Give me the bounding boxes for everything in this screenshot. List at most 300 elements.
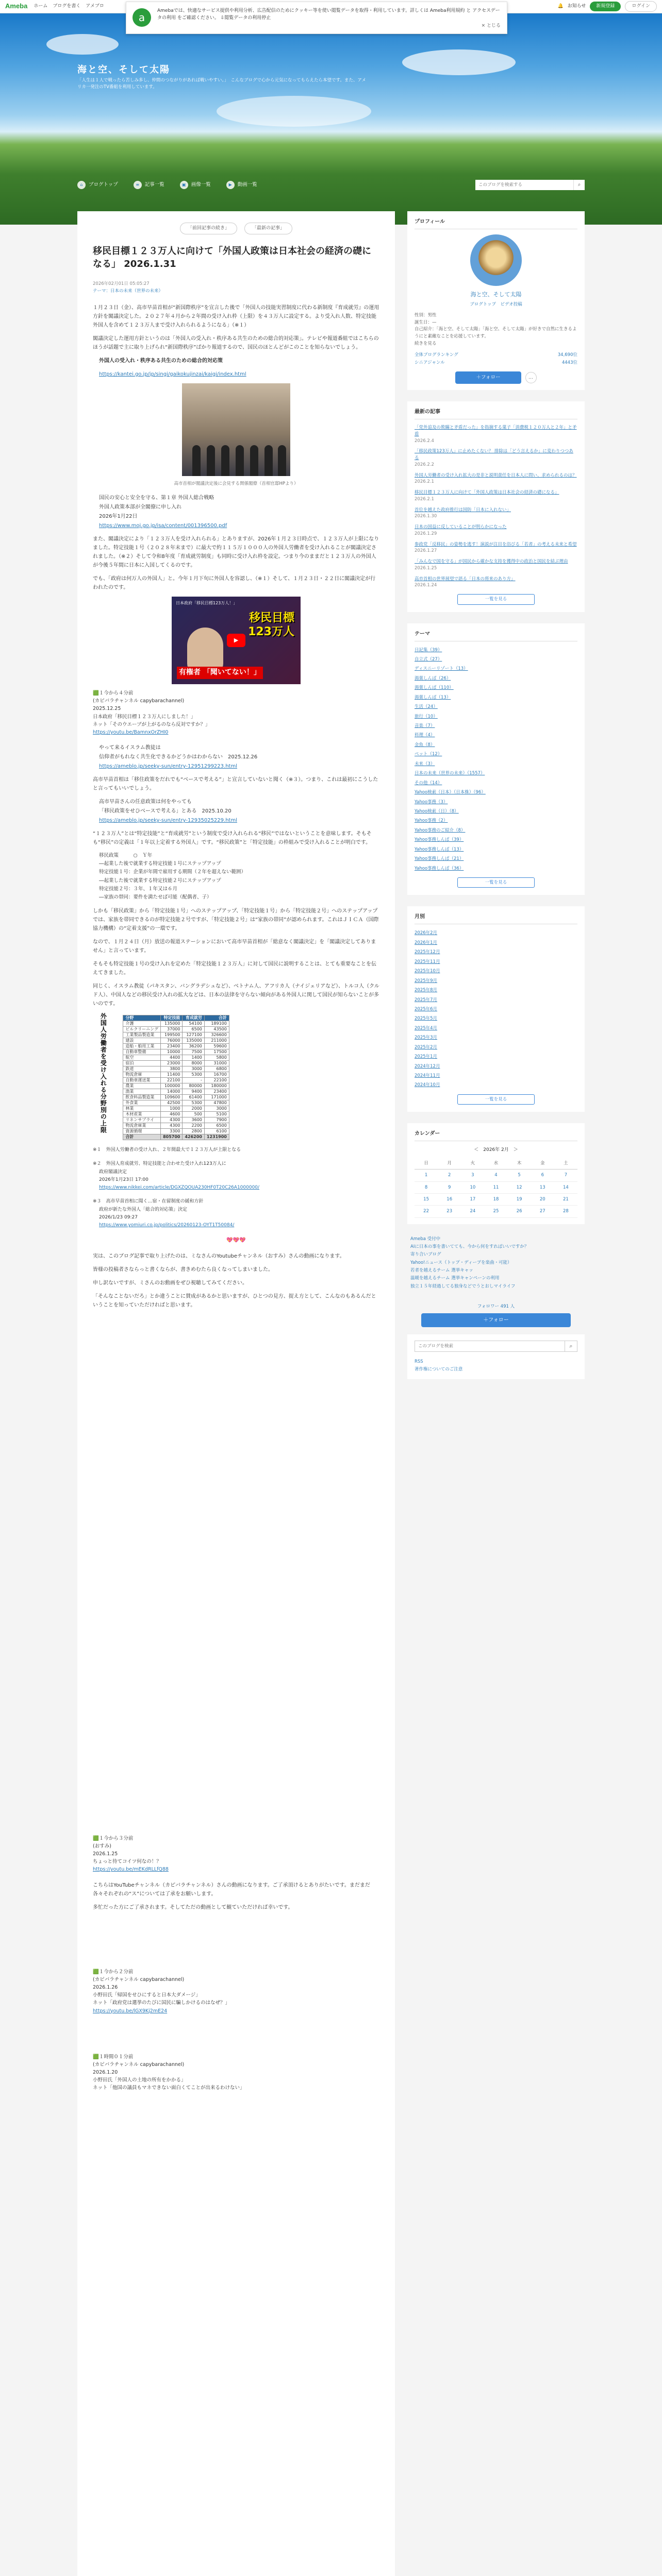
video-overlay-text: 移民目標 123万人	[248, 611, 294, 639]
table-row	[123, 1094, 229, 1100]
calendar-day[interactable]: 11	[484, 1181, 507, 1193]
visa-list: 移民政策 ○ Ｙ年 ―起業した後で就業する特定技能１号にステップアップ 特定技能１号：企業が年間で雇用する期間（２年を超えない範囲） ―起業した後で就業する特定技能２号にステップアップ 特定技能２号：３年、１年又は６月 ―家族の帯同：要件を満たせば可能（配偶者、子）	[99, 853, 246, 900]
archive-month-item[interactable]: 2025年4月	[415, 1025, 438, 1031]
rank-genre[interactable]: シニアジャンル 4443位	[415, 360, 577, 365]
table-cell: 造船・舶用工業	[123, 1043, 161, 1049]
more-icon[interactable]: …	[525, 372, 537, 383]
calendar-day[interactable]: 13	[531, 1181, 554, 1193]
quota-table	[123, 1015, 229, 1140]
themes-list-all-button[interactable]: 一覧を見る	[457, 877, 535, 888]
table-cell: 135000	[161, 1021, 183, 1026]
weekday-label: 火	[461, 1158, 484, 1170]
table-cell: 育成就労	[183, 1015, 204, 1021]
theme-item[interactable]: ペット（12）	[415, 752, 442, 757]
table-cell: 漁業	[123, 1089, 161, 1094]
paragraph: やって来るイスラム教徒は	[99, 745, 161, 751]
theme-item[interactable]: 日本の未来（世界の未来）（1557）	[415, 771, 485, 776]
table-cell: 5800	[204, 1055, 229, 1060]
article-title[interactable]: 移民目標１２３万人に向けて「外国人政策は日本社会の経済の礎になる」 2026.1.31	[93, 246, 371, 270]
archive-month-item[interactable]: 2025年11月	[415, 959, 440, 964]
theme-item[interactable]: Yahoo事務しんぱ（39）	[415, 837, 464, 843]
video-link[interactable]: https://youtu.be/BamnxOrZHI0	[93, 729, 169, 735]
table-cell: 8000	[183, 1060, 204, 1066]
calendar-day[interactable]: 25	[484, 1206, 507, 1217]
table-cell: 3000	[183, 1066, 204, 1072]
table-cell: 1000	[161, 1106, 183, 1111]
article	[77, 211, 395, 2576]
video-subtitle: 有権者 「聞いてない！」	[177, 667, 263, 679]
copyright-link[interactable]: 著作権についてのご注意	[415, 1366, 463, 1372]
themes-heading: テーマ	[415, 630, 577, 641]
table-cell: 42500	[161, 1100, 183, 1106]
table-cell: 建設	[123, 1038, 161, 1043]
recent-post-item[interactable]: 外国人労働者の受け入れ拡大の是非と説明責任を日本人に問い、求められるのは？ 2026.2.1	[415, 472, 577, 485]
theme-item[interactable]: Yahoo検索（日）（8）	[415, 808, 459, 814]
nav-articles[interactable]: ≡ 記事一覧	[134, 181, 164, 189]
calendar-day[interactable]: 19	[508, 1193, 531, 1205]
archive-heading: 月別	[415, 912, 577, 924]
calendar-table	[415, 1158, 577, 1218]
calendar-day[interactable]: 15	[415, 1193, 438, 1205]
archive-month-item[interactable]: 2026年1月	[415, 940, 438, 945]
archive-month-item[interactable]: 2025年5月	[415, 1016, 438, 1022]
footnote-3-link[interactable]: https://www.yomiuri.co.jp/politics/20260123-OYT1T50084/	[99, 1223, 235, 1228]
theme-item[interactable]: 日記集（39）	[415, 647, 442, 653]
footnote-2-link[interactable]: https://www.nikkei.com/article/DGXZQOUA230HF0T20C26A1000000/	[99, 1185, 260, 1191]
paragraph: 実は、このブログ記事で取り上げたのは、ミなさんのYoutubeチャンネル（おすみ）さんの動画になります。	[93, 1253, 345, 1259]
avatar[interactable]	[470, 234, 522, 286]
table-row	[123, 1049, 229, 1055]
recent-post-item[interactable]: 日本の国益に反していることが明らかになった 2026.1.29	[415, 524, 507, 536]
calendar-day[interactable]: 24	[461, 1206, 484, 1217]
paragraph: 国民の安心と安全を守る、第１章 外国人総合戦略	[99, 495, 214, 501]
calendar-day[interactable]: 22	[415, 1206, 438, 1217]
calendar-day[interactable]: 6	[531, 1170, 554, 1181]
recent-post-item[interactable]: 「みんなで国を守る」が国民から確かな支持を獲得中の政治と国民を結ぶ理由 2026.1.25	[415, 559, 568, 571]
paragraph: 高市早苗さんの任意政策は何をやっても	[99, 799, 192, 805]
prev-article-link[interactable]: 「前回記事の続き」	[180, 223, 237, 234]
paragraph: 申し訳ないですが、ミさんのお動画をぜひ視聴してみてください。	[93, 1280, 247, 1286]
table-cell: 木材産業	[123, 1111, 161, 1117]
table-cell: 47800	[204, 1100, 229, 1106]
table-cell: 1231900	[204, 1134, 229, 1140]
calendar-day[interactable]: 17	[461, 1193, 484, 1205]
archive-month-item[interactable]: 2024年11月	[415, 1073, 440, 1079]
article-meta	[93, 280, 379, 295]
footnote-3: ※３ 高市早苗首相に聞く…宿・在留制度の緩和方針 政府が新たな外国人「総合的対応策」決定 2026/1/23 09:27 https://www.yomiuri.co.jp/politics/20260123-OYT1T50084/	[93, 1199, 235, 1228]
recent-post-item[interactable]: 「党外追及の欺瞞と矛盾だった」を指摘する菓子「消費税１２０万人と２年」と矛盾 2026.2.4	[415, 425, 577, 444]
table-cell: 3800	[161, 1066, 183, 1072]
nav-images[interactable]: ▣ 画像一覧	[180, 181, 211, 189]
link[interactable]: https://ameblo.jp/seeky-sun/entry-12935025229.html	[99, 818, 237, 824]
video-title: 日本政府「移民目標123万人！」	[176, 600, 238, 605]
paragraph: 同じく、イスラム教徒（パキスタン、バングラデシュなど）、ベトナム人、アフリカ人（ナイジェリアなど）、トルコ人（クルド人）、中国人などの移民受け入れの拡大などは、日本の法律を守らない傾向がある外国人に関して国民が知らないことが多いのです。	[93, 983, 379, 1007]
ameba-mark-icon: a	[133, 8, 151, 27]
profile-widget	[407, 211, 585, 390]
table-row	[123, 1072, 229, 1077]
video-info: 🟩１今から２分前 (カピバラチャンネル capybarachannel) 2026.1.26 小野田氏「帰国をせひにすると日本大ダメージ」 ネット「政府党は選挙のたびに国民に騙しかけるのはなぜ？」 https://youtu.be/lGX9Kj2mE24	[93, 1969, 230, 2014]
paragraph: 「移民政策をせひベースで考える」とある 2025.10.20	[99, 808, 231, 815]
nav-blog-top[interactable]: ⌂ ブログトップ	[77, 181, 118, 189]
theme-item[interactable]: Yahoo事務しんぱ（13）	[415, 846, 464, 852]
table-cell: 宿泊	[123, 1060, 161, 1066]
calendar-month[interactable]: ＜ 2026年 2月 ＞	[474, 1147, 518, 1153]
article-date: 2026年02月01日 05:05:27	[93, 281, 150, 286]
table-cell: 6100	[204, 1128, 229, 1134]
table-cell: 7900	[204, 1117, 229, 1123]
theme-item[interactable]: 湯葉しんぱ（26）	[415, 675, 451, 681]
signup-button[interactable]: 新規登録	[590, 2, 621, 11]
weekday-label: 月	[438, 1158, 461, 1170]
table-cell: 54100	[183, 1021, 204, 1026]
table-cell: ビルクリーニング	[123, 1026, 161, 1032]
table-row	[123, 1100, 229, 1106]
profile-heading: プロフィール	[415, 217, 577, 229]
table-cell: 物流倉庫	[123, 1072, 161, 1077]
related-link[interactable]: Yahoo!ニュース（トップ・ディープを楽曲・可能）	[410, 1260, 512, 1265]
play-icon[interactable]: ▶	[227, 634, 245, 647]
table-cell: 2000	[183, 1106, 204, 1111]
youtube-embed[interactable]	[172, 597, 301, 684]
table-row	[123, 1021, 229, 1026]
calendar-day[interactable]: 9	[438, 1181, 461, 1193]
themes-widget	[407, 623, 585, 895]
table-cell: 500	[183, 1111, 204, 1117]
table-cell: 211000	[204, 1038, 229, 1043]
table-cell: 5300	[183, 1100, 204, 1106]
recent-post-item[interactable]: 「移民政策123万人」に止めたくない？ 排除は「どう言えるか」に変わりつつある 2026.2.2	[415, 449, 573, 467]
table-row	[123, 1134, 229, 1140]
table-cell: 4400	[161, 1055, 183, 1060]
link[interactable]: https://kantei.go.jp/jp/singi/gaikokujinzai/kaigi/index.html	[99, 371, 246, 377]
profile-name[interactable]: 海と空、そして太陽	[470, 291, 522, 298]
paragraph: でも、「政府は何万人の外国人」と。今年１月下旬に外国人を容認し、（※１）そして、１月２３日・２２日に閣議決定が行われたのです。	[93, 575, 376, 590]
nav-videos[interactable]: ▶ 動画一覧	[226, 181, 257, 189]
sidebar	[407, 211, 585, 1391]
archive-month-item[interactable]: 2025年12月	[415, 950, 440, 955]
paragraph: 多忙だった方にご了承されます。そしてただの動画として観ていただければ幸いです。	[93, 1904, 293, 1910]
paragraph: 閣議決定した運用方針というのは「外国人の受入れ・秩序ある共生のための総合的対応策」。テレビや報道番組ではこちらのほうが話題で主に取り上げられ“新国際秩序”ばかり報道するので、国民のほとんどがこのことを知らないでしょう。	[93, 335, 379, 350]
home-icon: ⌂	[77, 181, 86, 189]
related-link[interactable]: 温暖を越えるチーム 選挙キャンペーンの利用	[410, 1276, 500, 1281]
archive-month-item[interactable]: 2026年2月	[415, 930, 438, 936]
table-cell: 11400	[161, 1072, 183, 1077]
paragraph: “１２３万人”とは“特定技能”と“育成就労”という制度で受け入れられる“移民”ではないということを意味します。そもそも“移民”の定義は「１年以上定着する外国人」です。“移民政策”と「特定技能」の枠組みで受け入れることが明白です。	[93, 831, 372, 846]
archive-month-item[interactable]: 2025年6月	[415, 1006, 438, 1012]
profile-actions	[415, 371, 577, 384]
calendar-day[interactable]: 1	[415, 1170, 438, 1181]
table-cell: 2200	[183, 1123, 204, 1128]
table-row	[123, 1015, 229, 1021]
table-cell: 76000	[161, 1038, 183, 1043]
theme-item[interactable]: 湯葉しんぱ（13）	[415, 694, 451, 700]
table-cell: 1400	[183, 1055, 204, 1060]
table-cell: リネンサプライ	[123, 1117, 161, 1123]
table-cell: 合計	[204, 1015, 229, 1021]
table-cell: 100000	[161, 1083, 183, 1089]
press-photo[interactable]	[182, 383, 290, 476]
calendar-day[interactable]: 23	[438, 1206, 461, 1217]
table-cell: 分野	[123, 1015, 161, 1021]
calendar-day[interactable]: 3	[461, 1170, 484, 1181]
table-cell: 23000	[161, 1060, 183, 1066]
top-nav-write[interactable]: ブログを書く	[53, 3, 81, 9]
recent-post-item[interactable]: 参政党「反移民」の姿勢を逃す！演説が注目を浴びる「若者」の考える未来と希望 2026.1.27	[415, 541, 577, 554]
theme-item[interactable]: Yahoo事務のご紹介（8）	[415, 827, 466, 833]
weekday-label: 木	[508, 1158, 531, 1170]
table-row	[123, 1083, 229, 1089]
table-cell: 飲食料品製造業	[123, 1094, 161, 1100]
theme-item[interactable]: Yahoo検索（日本）（日本株）（96）	[415, 790, 486, 795]
table-row	[123, 1117, 229, 1123]
calendar-day[interactable]: 5	[508, 1170, 531, 1181]
table-cell: 5300	[183, 1072, 204, 1077]
table-cell: 介護	[123, 1021, 161, 1026]
recent-post-item[interactable]: 首位を越えた政府推行は国防「日本に入れない」 2026.1.30	[415, 507, 511, 519]
table-cell: 合計	[123, 1134, 161, 1140]
theme-item[interactable]: 湯葉しんぱ（110）	[415, 685, 454, 691]
table-cell: 5100	[204, 1111, 229, 1117]
table-cell: 6500	[183, 1026, 204, 1032]
recent-post-item[interactable]: 高市首相の世界展望で語る「日本の将来のあり方」 2026.1.24	[415, 576, 516, 588]
archive-month-item[interactable]: 2024年10月	[415, 1082, 440, 1088]
archive-month-item[interactable]: 2025年7月	[415, 997, 438, 1003]
archive-month-item[interactable]: 2025年9月	[415, 978, 438, 984]
theme-item[interactable]: 料理（4）	[415, 733, 435, 738]
blog-description: 「人生は１人で戦ったら苦しみ多し、仲間のつながりがあれば戦いやすい。」 こんなブログで心から元気になってもらえたら本望です。また、アメリカ一発注のTV番組を利用しています。	[77, 78, 366, 90]
table-cell: 59600	[204, 1043, 229, 1049]
link[interactable]: https://www.moj.go.jp/isa/content/001396500.pdf	[99, 522, 227, 529]
article-pager	[93, 223, 379, 234]
table-row	[123, 1060, 229, 1066]
video-link[interactable]: https://youtu.be/mEKdRLLfQ88	[93, 1867, 169, 1873]
link-title: 外国人の受入れ・秩序ある共生のための総合的対応策	[99, 358, 223, 364]
related-link[interactable]: 若者を越えるチーム 選挙キャッ	[410, 1268, 473, 1274]
rss-link[interactable]: RSS	[415, 1359, 423, 1365]
top-nav-ameblo[interactable]: アメブロ	[86, 3, 104, 9]
table-cell: 6800	[204, 1066, 229, 1072]
table-row	[123, 1032, 229, 1038]
ameba-logo[interactable]: Ameba	[5, 2, 28, 10]
theme-item[interactable]: 生活（24）	[415, 704, 438, 710]
blog-nav	[0, 177, 662, 193]
top-nav-home[interactable]: ホーム	[34, 3, 48, 9]
table-cell: 4300	[161, 1123, 183, 1128]
table-cell: 14000	[161, 1089, 183, 1094]
footnote-1: ※１ 外国人労働者の受け入れ、２年間最大で１２３万人が上限となる	[93, 1147, 241, 1153]
theme-item[interactable]: Yahoo事務しんぱ（21）	[415, 856, 464, 862]
related-link[interactable]: 独立１５年経過してる独身などでうとおしマイライフ	[410, 1283, 516, 1289]
notice-close-button[interactable]: × とじる	[481, 23, 501, 28]
table-cell: 6500	[204, 1123, 229, 1128]
list-icon: ≡	[134, 181, 142, 189]
blog-title[interactable]: 海と空、そして太陽	[77, 64, 170, 75]
table-cell: 109600	[161, 1094, 183, 1100]
table-row	[123, 1128, 229, 1134]
table-cell: 物流倉庫業	[123, 1123, 161, 1128]
theme-item[interactable]: 金魚（8）	[415, 742, 435, 748]
recent-heading: 最新の記事	[415, 408, 577, 419]
table-cell: 189100	[204, 1021, 229, 1026]
archive-month-item[interactable]: 2025年1月	[415, 1054, 438, 1060]
calendar-day[interactable]: 26	[508, 1206, 531, 1217]
archive-month-item[interactable]: 2025年8月	[415, 988, 438, 993]
table-cell: 23400	[204, 1089, 229, 1094]
profile-links[interactable]: ブログトップ ビデオ投稿	[470, 301, 522, 307]
table-cell: 工業製品製造業	[123, 1032, 161, 1038]
related-link[interactable]: AIに日本の事を書いてても、今から何をすればいいですか？	[410, 1244, 529, 1250]
calendar-day[interactable]: 16	[438, 1193, 461, 1205]
table-row	[123, 1089, 229, 1094]
quota-table-figure	[93, 1013, 379, 1146]
table-cell: 31000	[204, 1060, 229, 1066]
table-cell: 資源循環	[123, 1128, 161, 1134]
top-nav	[34, 3, 104, 10]
table-cell: 805700	[161, 1134, 183, 1140]
search-icon[interactable]: ⌕	[565, 1341, 577, 1352]
heart-divider: 💖💖💖	[226, 1237, 246, 1243]
sidebar-search-input[interactable]	[415, 1341, 565, 1352]
notice-link[interactable]: お知らせ	[567, 3, 586, 9]
login-button[interactable]: ログイン	[625, 1, 657, 12]
recent-post-item[interactable]: 移民目標１２３万人に向けて「外国人政策は日本社会の経済の礎になる」 2026.2.1	[415, 490, 559, 502]
weekday-label: 金	[531, 1158, 554, 1170]
table-cell: 3300	[161, 1128, 183, 1134]
archive-list-all-button[interactable]: 一覧を見る	[457, 1094, 535, 1105]
table-row	[123, 1077, 229, 1083]
calendar-day[interactable]: 21	[554, 1193, 577, 1205]
table-cell: 199500	[161, 1032, 183, 1038]
calendar-day[interactable]: 27	[531, 1206, 554, 1217]
archive-month-item[interactable]: 2025年3月	[415, 1035, 438, 1041]
related-link[interactable]: Ameba 受付中	[410, 1236, 441, 1242]
table-caption: 外国人労働者を受け入れる分野別の上限	[100, 1012, 107, 1133]
header-search-input[interactable]	[475, 180, 573, 190]
table-cell: 16700	[204, 1072, 229, 1077]
follow-button[interactable]: ＋フォロー	[455, 371, 521, 384]
table-row	[123, 1066, 229, 1072]
table-cell: 航空	[123, 1055, 161, 1060]
calendar-day[interactable]: 14	[554, 1181, 577, 1193]
paragraph: １月２３日（金）、高市早苗首相が“新国際秩序”を宣言した後で「外国人の技能実習制度に代わる新制度『育成就労』の運用方針を閣議決定した。２０２７年４月から２年間の受け入れ枠（上限）を４３万人に設定する。より受入れ人数、特定技能外国人を含めて１２３万人まで受け入れられるようになる」（※１）	[93, 304, 379, 328]
table-cell: -	[183, 1077, 204, 1083]
table-row	[123, 1106, 229, 1111]
calendar-day[interactable]: 10	[461, 1181, 484, 1193]
theme-item[interactable]: Yahoo事務（2）	[415, 818, 448, 824]
table-row	[123, 1123, 229, 1128]
follow-button-large[interactable]: ＋フォロー	[421, 1313, 571, 1327]
theme-item[interactable]: 旅行（10）	[415, 714, 438, 719]
table-cell: 3000	[204, 1106, 229, 1111]
calendar-day[interactable]: 7	[554, 1170, 577, 1181]
image-icon: ▣	[180, 181, 188, 189]
blog-header	[0, 13, 662, 225]
theme-item[interactable]: Yahoo事務しんぱ（36）	[415, 866, 464, 871]
search-widget	[407, 1334, 585, 1379]
table-cell: 426200	[183, 1134, 204, 1140]
table-cell: 36200	[183, 1043, 204, 1049]
next-article-link[interactable]: 「最新の記事」	[244, 223, 292, 234]
related-links	[407, 1235, 585, 1299]
archive-widget	[407, 906, 585, 1112]
theme-item[interactable]: ディスニーリゾート（13）	[415, 666, 468, 672]
sidebar-search	[415, 1341, 577, 1352]
table-cell: 43500	[204, 1026, 229, 1032]
calendar-widget	[407, 1123, 585, 1224]
paragraph: 高市早苗首相は「移住政策をだれでも“ベースで考える”」と宣言していないと聞く（※３）。つまり、これは最初にこうしたと言ってもいいでしょう。	[93, 777, 378, 792]
paragraph: しかも「移民政策」から「特定技能１号」へのステップアップ、「特定技能１号」から「特定技能２号」へのステップアップでは、家族を帯同できるのが特定技能２号ですが、「特定技能２号」は“家族の帯同”が認められます。これはＪＩＣＡ（国際協力機構）の“定着支援”の一環です。	[93, 908, 379, 931]
table-cell: 外食業	[123, 1100, 161, 1106]
calendar-day[interactable]: 2	[438, 1170, 461, 1181]
theme-item[interactable]: 未来（3）	[415, 761, 435, 767]
bell-icon[interactable]: 🔔	[557, 3, 564, 9]
table-cell: 4300	[161, 1117, 183, 1123]
table-cell: 17500	[204, 1049, 229, 1055]
calendar-heading: カレンダー	[415, 1129, 577, 1141]
calendar-day[interactable]: 18	[484, 1193, 507, 1205]
theme-item[interactable]: その他（14）	[415, 780, 442, 786]
link[interactable]: https://ameblo.jp/seeky-sun/entry-12951299223.html	[99, 764, 237, 770]
paragraph: 「そんなことないだろ」とか違うことに賛成があるかと思いますが、ひとつの見方、捉え方として、こんなのもあるんだということを知っていただければと思います。	[93, 1293, 376, 1308]
theme-item[interactable]: 自立式（27）	[415, 656, 442, 662]
article-body	[93, 303, 379, 2092]
video-info: 🟩１今から３分前 (おすみ) 2026.1.25 ちょっと待てコイツ何なの！？ https://youtu.be/mEKdRLLfQ88	[93, 1835, 169, 1873]
theme-item[interactable]: Yahoo事務（3）	[415, 799, 448, 805]
calendar-day[interactable]: 28	[554, 1206, 577, 1217]
calendar-day[interactable]: 20	[531, 1193, 554, 1205]
footnote-2: ※２ 外国人育成就労、特定技能と合わせた受け入れ123万人に 政府閣議決定 2026年1月23日 17:00 https://www.nikkei.com/article/DGXZQOUA230HF0T20C26A1000000/	[93, 1161, 260, 1191]
table-cell: 22100	[161, 1077, 183, 1083]
archive-month-item[interactable]: 2024年12月	[415, 1063, 440, 1069]
search-icon[interactable]: ⌕	[573, 180, 585, 190]
table-cell: 4600	[161, 1111, 183, 1117]
related-link[interactable]: 寄り合いブログ	[410, 1252, 441, 1258]
table-cell: 10000	[161, 1049, 183, 1055]
paragraph: また、閣議決定により「１２３万人を受け入れられる」とありますが、2026年１月２３日時点で、１２３万人が上限になりました。特定技能１号（２０２８年末まで）に最大で約１１５万１０００人の外国人労働者を受け入れることが閣議決定されました。（※２）そして令和8年度「育成就労制度」も同時に受け入れ枠を設定。つまり今のままだと１２３万人の外国人が今後５年間に日本に入国してくるのです。	[93, 536, 379, 568]
table-cell: 135000	[183, 1038, 204, 1043]
table-cell: 自動車整備	[123, 1049, 161, 1055]
recent-list-all-button[interactable]: 一覧を見る	[457, 594, 535, 604]
theme-item[interactable]: 音楽（7）	[415, 723, 435, 729]
table-cell: 127100	[183, 1032, 204, 1038]
video-info: 🟩１時間０１分前 (カピバラチャンネル capybarachannel) 2026.1.20 小野田氏「外国人の土地の所有をかかる」 ネット「他国の議員もマネできない面白くてことが出来るわけない」	[93, 2054, 245, 2091]
rank-overall[interactable]: 全体ブログランキング 34,690位	[415, 352, 577, 358]
weekday-label: 土	[554, 1158, 577, 1170]
photo-caption: 高市首相が閣議決定後に会見する関係閣僚（首相官邸HPより）	[174, 481, 299, 486]
calendar-day[interactable]: 4	[484, 1170, 507, 1181]
archive-month-item[interactable]: 2025年10月	[415, 969, 440, 974]
table-cell: 3600	[183, 1117, 204, 1123]
paragraph: そもそも特定技能１号の受け入れを定めた「特定技能１２３万人」に対して国民に説明することは、とても重要なことを伝えてきました。	[93, 961, 376, 976]
table-cell: 特定技能	[161, 1015, 183, 1021]
table-cell: 23400	[161, 1043, 183, 1049]
video-link[interactable]: https://youtu.be/lGX9Kj2mE24	[93, 2008, 168, 2014]
table-cell: 180000	[204, 1083, 229, 1089]
follower-count[interactable]: フォロワー 491 人	[477, 1303, 515, 1309]
video-icon: ▶	[226, 181, 235, 189]
calendar-day[interactable]: 12	[508, 1181, 531, 1193]
article-theme[interactable]: テーマ：日本の未来（世界の未来）	[93, 289, 163, 294]
top-bar-right	[557, 1, 657, 12]
recent-posts-widget	[407, 401, 585, 612]
table-cell: 鉄道	[123, 1066, 161, 1072]
calendar-day[interactable]: 8	[415, 1181, 438, 1193]
table-cell: 林業	[123, 1106, 161, 1111]
cookie-notice-text: Amebaでは、快適なサービス提供や利用分析、広告配信のためにクッキー等を使い閲覧データを取得・利用しています。詳しくは Ameba利用規約 と アクセスデータの利用 をご確認ください。 ⇩閲覧データの利用停止	[157, 8, 500, 21]
archive-month-item[interactable]: 2025年2月	[415, 1044, 438, 1050]
paragraph: なので、１月２４日（月）放送の報道ステーションにおいて高市早苗首相が「総意なく閣議決定」を「閣議決定してありません」と言っています。	[93, 939, 376, 954]
table-cell: 農業	[123, 1083, 161, 1089]
